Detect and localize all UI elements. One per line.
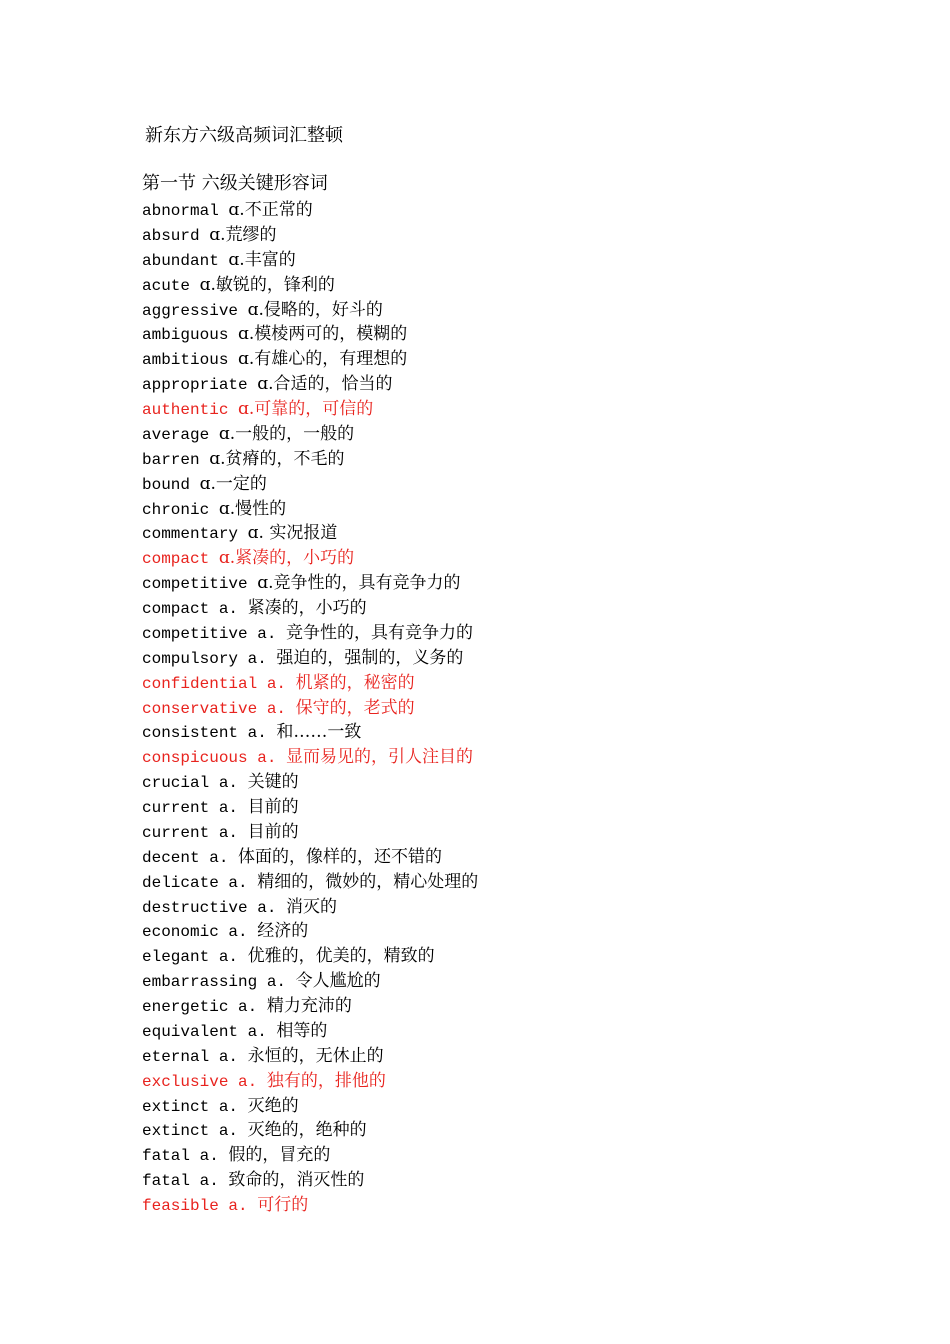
vocabulary-entry: [142, 198, 478, 223]
entry-definition: ɑ.竞争性的，具有竞争力的: [257, 573, 461, 594]
entry-word: equivalent a.: [142, 1022, 277, 1041]
entry-word: destructive a.: [142, 898, 287, 917]
vocabulary-entry: [142, 298, 478, 323]
entry-word: appropriate: [142, 376, 258, 395]
entry-word: consistent a.: [142, 724, 277, 743]
entry-definition: 目前的: [247, 821, 299, 842]
vocabulary-entry: [142, 720, 478, 745]
entry-definition: 体面的，像样的，还不错的: [238, 846, 443, 867]
entry-word: compulsory a.: [142, 649, 277, 668]
entry-word: abnormal: [142, 202, 229, 220]
entry-word: commentary: [142, 525, 248, 544]
entry-definition: ɑ.侵略的，好斗的: [247, 299, 383, 320]
entry-word: acute: [142, 276, 200, 295]
vocabulary-list: [142, 198, 478, 1218]
entry-definition: 令人尴尬的: [295, 971, 381, 992]
entry-definition: 消灭的: [286, 896, 338, 917]
vocabulary-entry: [142, 845, 478, 870]
vocabulary-entry: [142, 621, 478, 646]
vocabulary-entry: [142, 671, 478, 696]
vocabulary-entry: [142, 372, 478, 397]
entry-definition: 精细的，微妙的，精心处理的: [257, 871, 479, 892]
vocabulary-entry: [142, 646, 478, 671]
vocabulary-entry: [142, 895, 478, 920]
entry-word: conservative a.: [142, 699, 296, 718]
entry-word: fatal a.: [142, 1147, 229, 1166]
vocabulary-entry: [142, 521, 478, 546]
entry-definition: 和……一致: [276, 722, 362, 743]
entry-definition: 显而易见的，引人注目的: [286, 747, 474, 768]
entry-definition: 假的，冒充的: [228, 1145, 331, 1166]
section-heading: 第一节 六级关键形容词: [142, 173, 328, 194]
entry-word: fatal a.: [142, 1172, 229, 1191]
entry-word: decent a.: [142, 848, 239, 867]
vocabulary-entry: [142, 472, 478, 497]
entry-definition: ɑ. 实况报道: [247, 523, 338, 544]
entry-word: extinct a.: [142, 1122, 248, 1141]
vocabulary-entry: [142, 820, 478, 845]
entry-definition: ɑ.紧凑的，小巧的: [218, 548, 355, 569]
entry-word: current a.: [142, 799, 248, 817]
vocabulary-entry: [142, 422, 478, 447]
vocabulary-entry: [142, 696, 478, 721]
entry-definition: ɑ.不正常的: [228, 200, 313, 220]
vocabulary-entry: [142, 1118, 478, 1143]
vocabulary-entry: [142, 1168, 478, 1193]
vocabulary-entry: [142, 347, 478, 372]
entry-word: aggressive: [142, 301, 248, 320]
entry-definition: ɑ.一般的，一般的: [218, 423, 355, 444]
entry-definition: 紧凑的，小巧的: [247, 598, 367, 618]
entry-definition: 强迫的，强制的，义务的: [276, 647, 464, 668]
entry-definition: 灭绝的: [247, 1095, 299, 1116]
entry-word: confidential a.: [142, 674, 296, 693]
entry-definition: 永恒的，无休止的: [247, 1045, 384, 1066]
entry-definition: 目前的: [247, 797, 299, 817]
entry-definition: ɑ.模棱两可的，模糊的: [238, 324, 408, 345]
entry-definition: 保守的，老式的: [295, 697, 415, 718]
entry-definition: 致命的，消灭性的: [228, 1170, 365, 1191]
entry-word: ambiguous: [142, 326, 239, 345]
vocabulary-entry: [142, 745, 478, 770]
vocabulary-entry: [142, 447, 478, 472]
vocabulary-entry: [142, 919, 478, 944]
vocabulary-entry: [142, 1069, 478, 1094]
entry-definition: 精力充沛的: [266, 996, 352, 1016]
vocabulary-entry: [142, 1044, 478, 1069]
entry-definition: 经济的: [257, 921, 309, 942]
entry-definition: ɑ.敏锐的，锋利的: [199, 274, 335, 295]
entry-word: energetic a.: [142, 998, 267, 1016]
entry-definition: 独有的，排他的: [266, 1070, 386, 1091]
entry-definition: ɑ.贫瘠的，不毛的: [209, 448, 345, 469]
entry-word: chronic: [142, 500, 219, 519]
vocabulary-entry: [142, 223, 478, 248]
entry-word: elegant a.: [142, 948, 248, 967]
vocabulary-entry: [142, 1143, 478, 1168]
vocabulary-entry: [142, 248, 478, 273]
entry-word: embarrassing a.: [142, 973, 296, 992]
entry-word: conspicuous a.: [142, 749, 287, 768]
entry-word: current a.: [142, 823, 248, 842]
entry-definition: 关键的: [247, 772, 299, 793]
entry-word: compact a.: [142, 600, 248, 618]
entry-word: extinct a.: [142, 1097, 248, 1116]
vocabulary-entry: [142, 994, 478, 1019]
entry-definition: 优雅的，优美的，精致的: [247, 946, 435, 967]
entry-word: crucial a.: [142, 774, 248, 793]
vocabulary-entry: [142, 969, 478, 994]
entry-word: delicate a.: [142, 873, 258, 892]
entry-word: compact: [142, 550, 219, 569]
entry-definition: ɑ.合适的，恰当的: [257, 374, 393, 395]
vocabulary-entry: [142, 497, 478, 522]
entry-word: competitive a.: [142, 624, 287, 643]
entry-definition: ɑ.可靠的，可信的: [238, 399, 374, 419]
entry-word: bound: [142, 475, 200, 494]
entry-word: abundant: [142, 251, 229, 270]
entry-word: average: [142, 425, 219, 444]
entry-definition: ɑ.一定的: [199, 473, 267, 494]
entry-definition: ɑ.慢性的: [218, 498, 287, 519]
vocabulary-entry: [142, 397, 478, 422]
entry-definition: 竞争性的，具有竞争力的: [286, 622, 474, 643]
vocabulary-entry: [142, 1193, 478, 1218]
vocabulary-entry: [142, 944, 478, 969]
entry-definition: 机紧的，秘密的: [295, 672, 415, 693]
vocabulary-entry: [142, 795, 478, 820]
entry-definition: 可行的: [257, 1195, 309, 1215]
entry-definition: 相等的: [276, 1020, 328, 1041]
entry-word: absurd: [142, 226, 210, 245]
document-title: 新东方六级高频词汇整顿: [145, 125, 343, 146]
entry-word: economic a.: [142, 923, 258, 942]
vocabulary-entry: [142, 1094, 478, 1119]
entry-word: barren: [142, 450, 210, 469]
entry-word: eternal a.: [142, 1047, 248, 1066]
entry-word: ambitious: [142, 351, 239, 370]
vocabulary-entry: [142, 273, 478, 298]
entry-word: exclusive a.: [142, 1072, 267, 1091]
entry-definition: ɑ.有雄心的，有理想的: [238, 349, 408, 370]
vocabulary-entry: [142, 870, 478, 895]
entry-definition: ɑ.荒缪的: [209, 224, 277, 245]
vocabulary-entry: [142, 571, 478, 596]
vocabulary-entry: [142, 1019, 478, 1044]
vocabulary-entry: [142, 770, 478, 795]
entry-word: competitive: [142, 575, 258, 594]
vocabulary-entry: [142, 546, 478, 571]
entry-word: feasible a.: [142, 1197, 258, 1215]
vocabulary-entry: [142, 596, 478, 621]
entry-definition: ɑ.丰富的: [228, 249, 296, 270]
vocabulary-entry: [142, 322, 478, 347]
entry-definition: 灭绝的，绝种的: [247, 1120, 367, 1141]
entry-word: authentic: [142, 401, 239, 419]
